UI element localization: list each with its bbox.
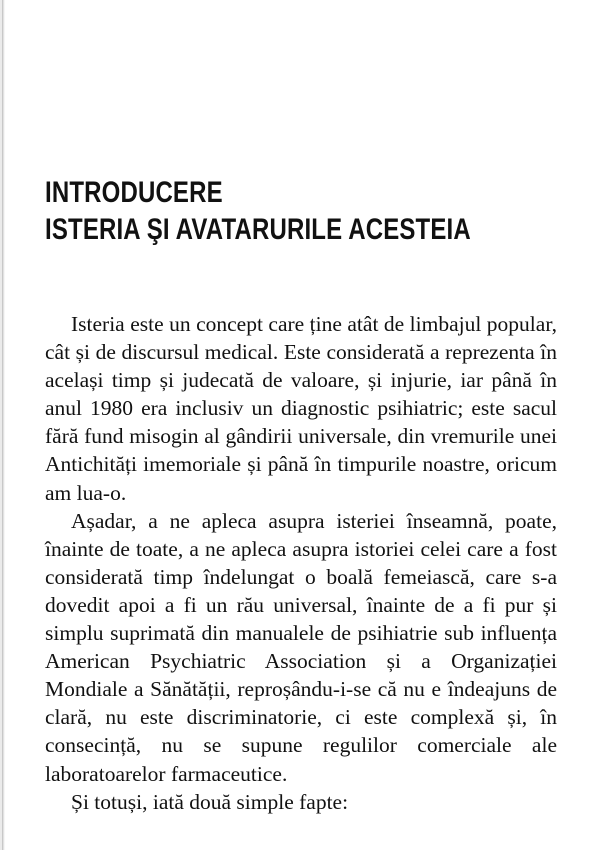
chapter-heading bbox=[45, 174, 565, 248]
chapter-heading-line-1: INTRODUCERE bbox=[45, 176, 223, 209]
paragraph-1: Isteria este un concept care ține atât de limbajul popular, cât și de discursul medical. Este considerată a reprezenta în același timp și judecată de valoare, și injurie, iar până în anul 1980 era inclusiv un diagnostic psihiatric; este sacul fără fund misogin al gândirii universale, din vremurile unei Antichități imemoriale și până în timpurile noastre, oricum am lua-o. bbox=[45, 312, 557, 505]
scan-gutter-shadow bbox=[2, 0, 5, 850]
chapter-heading-line-2: ISTERIA ŞI AVATARURILE ACESTEIA bbox=[45, 213, 471, 246]
body-text bbox=[45, 310, 557, 816]
paragraph-3: Și totuși, iată două simple fapte: bbox=[71, 789, 349, 814]
paragraph-2: Așadar, a ne apleca asupra isteriei înseamnă, poate, înainte de toate, a ne apleca asupra istoriei celei care a fost considerată timp îndelungat o boală femeiască, care s-a dovedit apoi a fi un rău universal, înainte de a fi pur și simplu suprimată din manualele de psihiatrie sub influența American Psychiatric Association și a Organizației Mondiale a Sănătății, reproșându-i-se că nu e îndeajuns de clară, nu este discriminatorie, ci este complexă și, în consecință, nu se supune regulilor comerciale ale laboratoarelor farmaceutice. bbox=[45, 508, 557, 786]
